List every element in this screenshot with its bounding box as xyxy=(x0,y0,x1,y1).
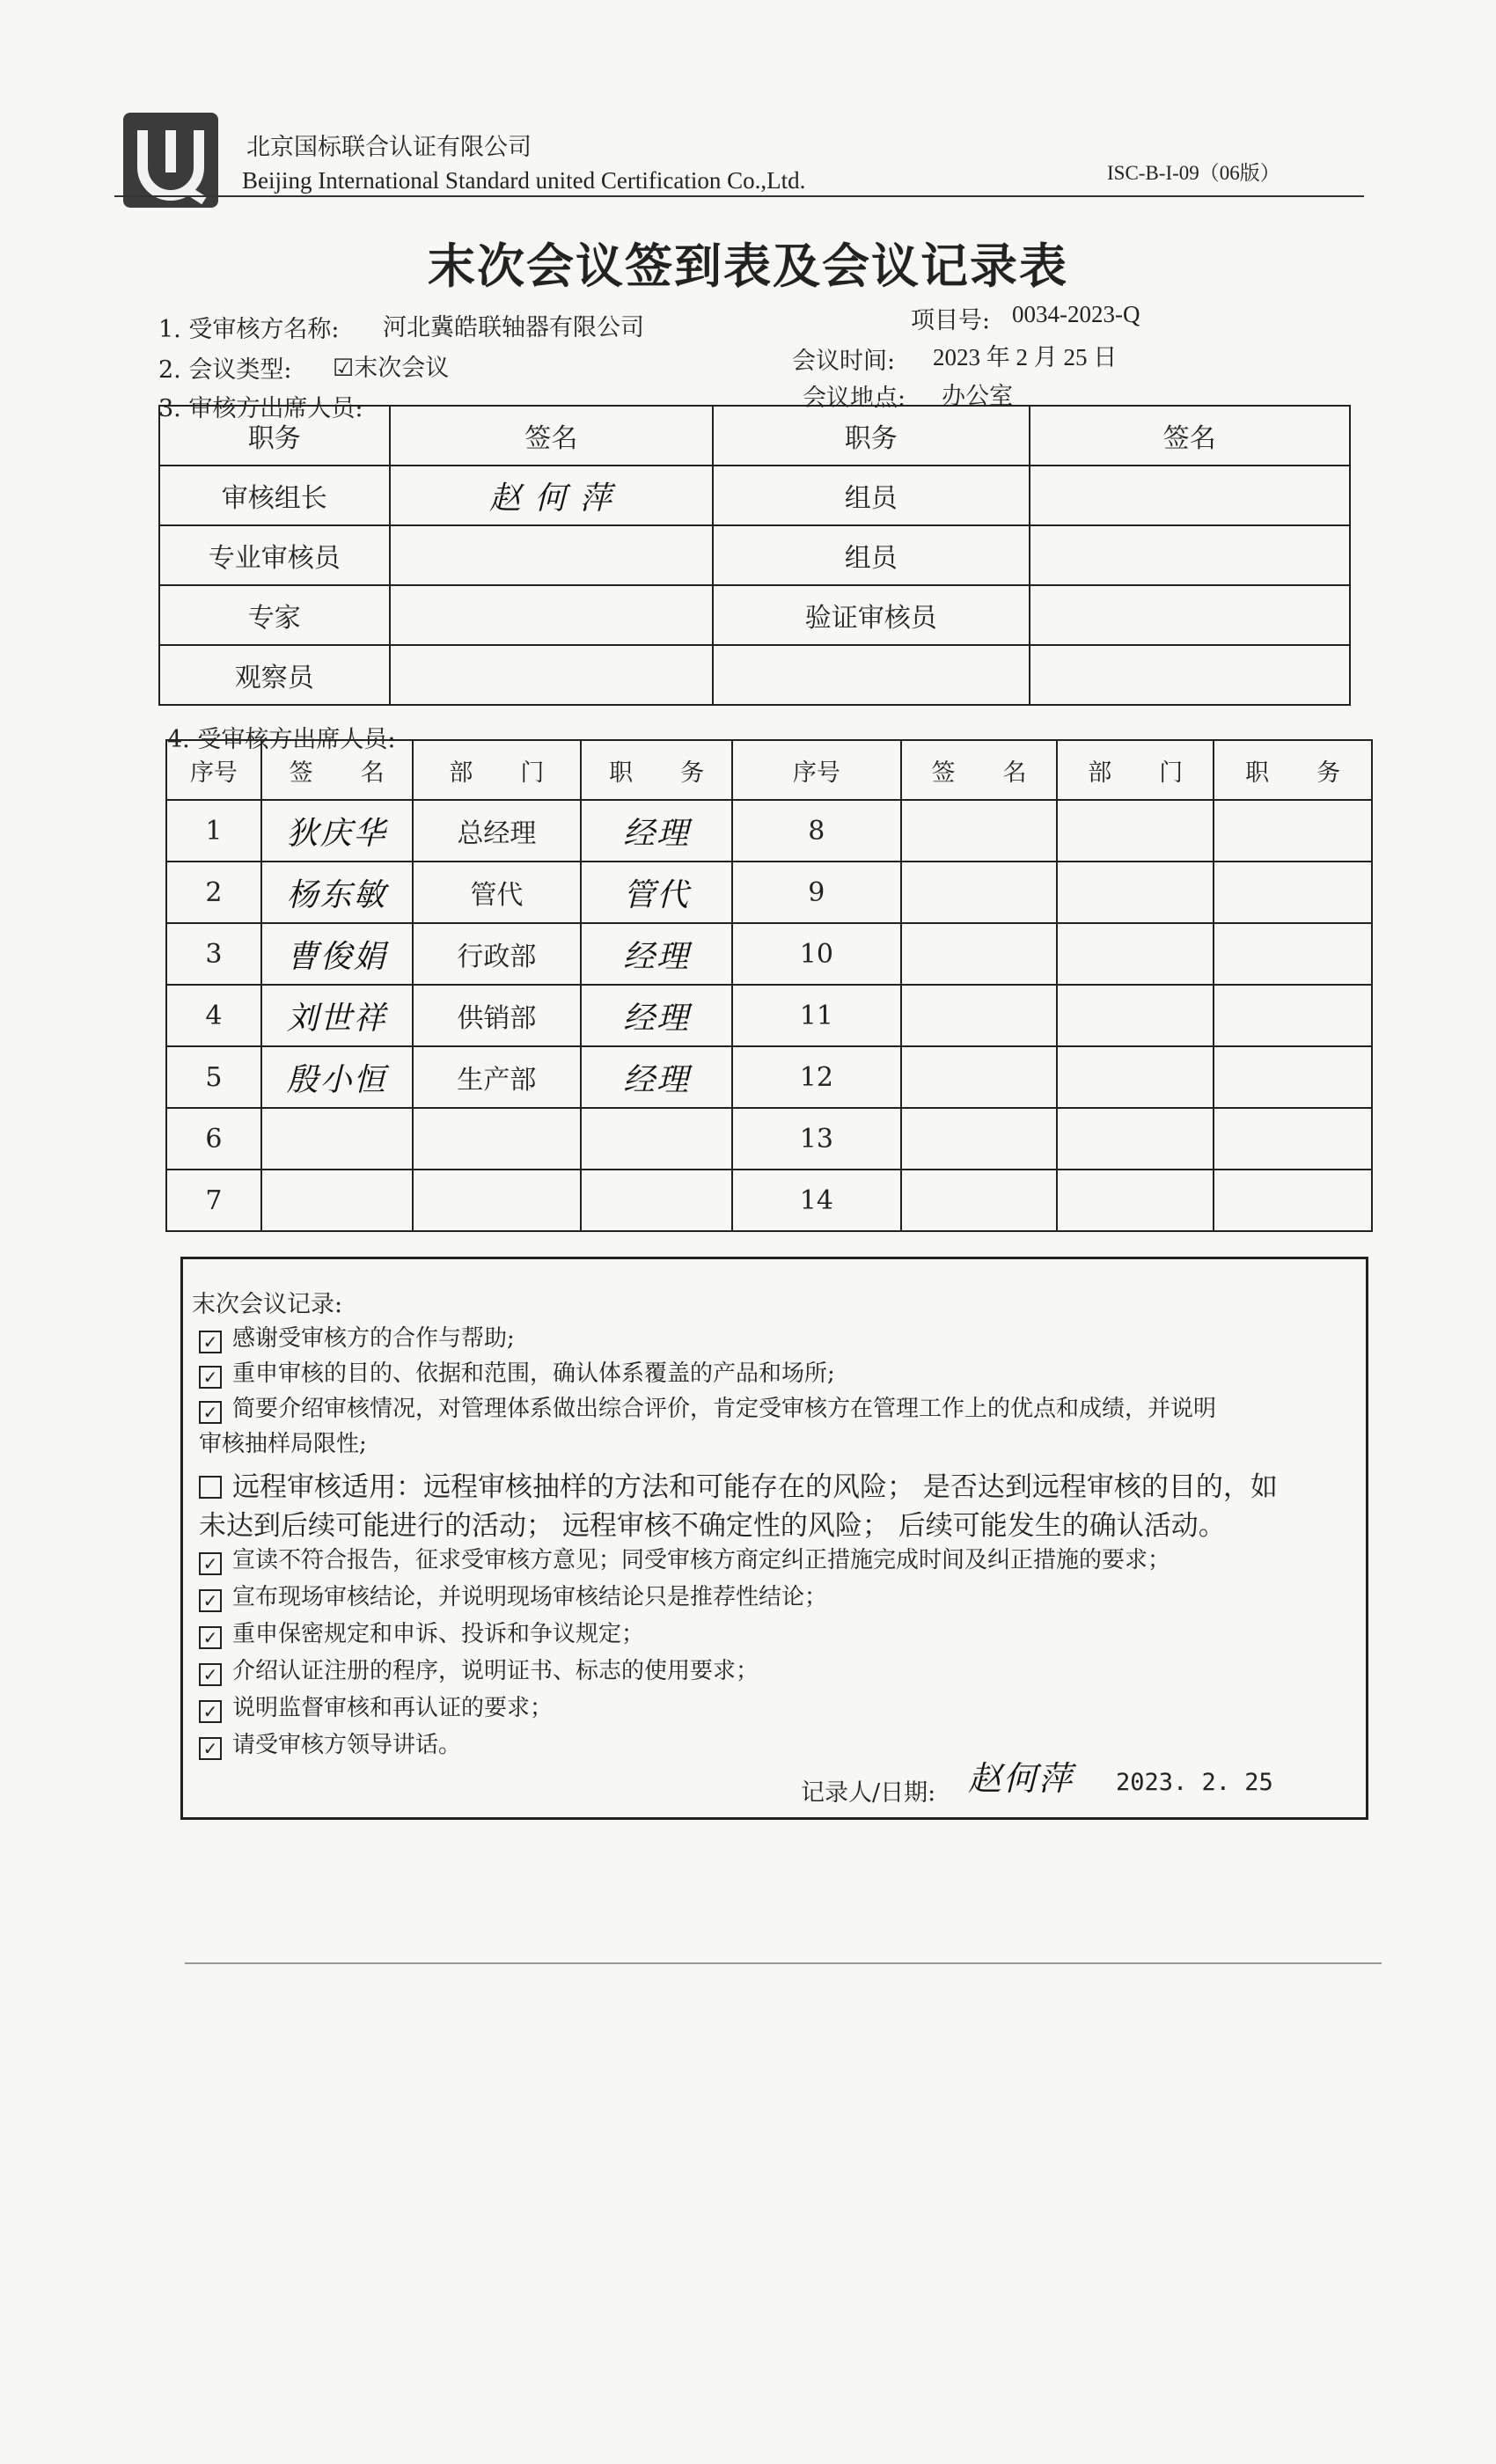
table-header-row xyxy=(166,740,1372,800)
record-item-text: 远程审核适用：远程审核抽样的方法和可能存在的风险； 是否达到远程审核的目的，如 xyxy=(232,1471,1278,1503)
table-row xyxy=(166,1046,1372,1108)
department-cell: 总经理 xyxy=(413,800,582,862)
handwritten-name: 殷小恒 xyxy=(261,1046,413,1108)
header-no-2: 序号 xyxy=(732,740,901,800)
audit-team-table xyxy=(158,405,1351,706)
name-cell-2 xyxy=(901,862,1058,923)
handwritten-position: 经理 xyxy=(581,923,732,985)
header-position-2: 职 务 xyxy=(1214,740,1372,800)
company-name-cn: 北京国标联合认证有限公司 xyxy=(246,134,532,161)
department-cell xyxy=(413,1108,582,1170)
record-item-text: 宣读不符合报告，征求受审核方意见；同受审核方商定纠正措施完成时间及纠正措施的要求； xyxy=(232,1547,1171,1573)
signature-cell xyxy=(390,585,713,645)
header-role-2: 职务 xyxy=(713,406,1029,466)
position-cell-2 xyxy=(1214,1108,1372,1170)
meeting-place-value: 办公室 xyxy=(942,383,1013,410)
bottom-divider xyxy=(185,1962,1382,1964)
position-cell-2 xyxy=(1214,985,1372,1046)
header-signature-2: 签名 xyxy=(1030,406,1350,466)
record-item-text: 未达到后续可能进行的活动； 远程审核不确定性的风险； 后续可能发生的确认活动。 xyxy=(199,1510,1226,1542)
department-cell-2 xyxy=(1057,923,1214,985)
row-number: 5 xyxy=(166,1046,261,1108)
header-department: 部 门 xyxy=(413,740,582,800)
signature-cell xyxy=(1030,466,1350,525)
meeting-place-label: 会议地点: xyxy=(803,385,906,412)
department-cell-2 xyxy=(1057,1046,1214,1108)
role-cell: 观察员 xyxy=(159,645,390,705)
page-title: 末次会议签到表及会议记录表 xyxy=(428,238,1068,294)
record-item xyxy=(199,1390,1216,1424)
row-number-2: 8 xyxy=(732,800,901,862)
name-cell-2 xyxy=(901,1108,1058,1170)
checked-checkbox-icon: ✓ xyxy=(199,1737,222,1760)
record-item-text: 感谢受审核方的合作与帮助; xyxy=(232,1325,515,1352)
auditee-label: 1. 受审核方名称: xyxy=(158,316,340,343)
record-item-text: 宣布现场审核结论，并说明现场审核结论只是推荐性结论； xyxy=(232,1584,828,1610)
department-cell: 生产部 xyxy=(413,1046,582,1108)
unchecked-checkbox-icon xyxy=(199,1476,222,1499)
department-cell-2 xyxy=(1057,800,1214,862)
role-cell: 组员 xyxy=(713,466,1029,525)
checked-checkbox-icon: ✓ xyxy=(199,1331,222,1353)
handwritten-name xyxy=(261,1170,413,1231)
checked-checkbox-icon: ✓ xyxy=(199,1626,222,1649)
record-item xyxy=(199,1653,759,1686)
checked-checkbox-icon: ✓ xyxy=(199,1663,222,1686)
position-cell-2 xyxy=(1214,800,1372,862)
header-position: 职 务 xyxy=(581,740,732,800)
row-number: 3 xyxy=(166,923,261,985)
table-header-row xyxy=(159,406,1350,466)
record-item xyxy=(199,1464,1278,1504)
name-cell-2 xyxy=(901,923,1058,985)
checked-checkbox-icon: ✓ xyxy=(199,1552,222,1575)
table-row xyxy=(159,466,1350,525)
record-item-text: 重申审核的目的、依据和范围，确认体系覆盖的产品和场所; xyxy=(232,1360,835,1387)
record-item-text: 说明监督审核和再认证的要求； xyxy=(232,1695,554,1721)
row-number: 1 xyxy=(166,800,261,862)
meeting-time-value: 2023 年 2 月 25 日 xyxy=(933,344,1118,370)
row-number-2: 12 xyxy=(732,1046,901,1108)
meeting-type-label: 2. 会议类型: xyxy=(158,356,292,384)
project-label: 项目号: xyxy=(911,307,991,334)
record-item-text: 审核抽样局限性; xyxy=(199,1431,367,1457)
handwritten-position: 经理 xyxy=(581,800,732,862)
record-item xyxy=(199,1355,835,1389)
row-number-2: 10 xyxy=(732,923,901,985)
record-item-text: 请受审核方领导讲话。 xyxy=(232,1732,462,1758)
role-cell: 组员 xyxy=(713,525,1029,585)
role-cell: 专业审核员 xyxy=(159,525,390,585)
auditee-attendees-label: 4. 受审核方出席人员: xyxy=(167,726,396,753)
record-item xyxy=(199,1579,827,1612)
record-item xyxy=(199,1426,367,1458)
header-no: 序号 xyxy=(166,740,261,800)
table-row xyxy=(166,800,1372,862)
record-item-text: 重申保密规定和申诉、投诉和争议规定； xyxy=(232,1621,645,1647)
company-name-en: Beijing International Standard united Certification Co.,Ltd. xyxy=(242,167,806,194)
record-item xyxy=(199,1320,515,1353)
role-cell xyxy=(713,645,1029,705)
table-row xyxy=(166,1170,1372,1231)
position-cell-2 xyxy=(1214,862,1372,923)
position-cell-2 xyxy=(1214,923,1372,985)
form-code: ISC-B-I-09（06版） xyxy=(1107,162,1280,184)
table-row xyxy=(159,525,1350,585)
handwritten-position: 经理 xyxy=(581,985,732,1046)
checked-checkbox-icon: ✓ xyxy=(199,1366,222,1389)
record-item xyxy=(199,1542,1170,1575)
checked-checkbox-icon: ✓ xyxy=(199,1589,222,1612)
table-row xyxy=(166,985,1372,1046)
handwritten-name: 刘世祥 xyxy=(261,985,413,1046)
header-department-2: 部 门 xyxy=(1057,740,1214,800)
recorder-signature: 赵何萍 xyxy=(968,1759,1074,1798)
record-item xyxy=(199,1503,1226,1543)
signature-cell xyxy=(390,525,713,585)
signature-cell xyxy=(1030,585,1350,645)
role-cell: 专家 xyxy=(159,585,390,645)
row-number-2: 11 xyxy=(732,985,901,1046)
header-name: 签 名 xyxy=(261,740,413,800)
row-number: 4 xyxy=(166,985,261,1046)
table-row xyxy=(159,585,1350,645)
handwritten-position xyxy=(581,1170,732,1231)
position-cell-2 xyxy=(1214,1170,1372,1231)
row-number: 2 xyxy=(166,862,261,923)
recorder-label: 记录人/日期: xyxy=(801,1779,936,1807)
department-cell-2 xyxy=(1057,862,1214,923)
record-item xyxy=(199,1727,461,1760)
handwritten-position: 管代 xyxy=(581,862,732,923)
department-cell: 管代 xyxy=(413,862,582,923)
signature-cell xyxy=(1030,525,1350,585)
name-cell-2 xyxy=(901,985,1058,1046)
table-row xyxy=(166,1108,1372,1170)
auditors-label: 3. 审核方出席人员: xyxy=(158,395,363,422)
signature-cell xyxy=(390,645,713,705)
department-cell-2 xyxy=(1057,1108,1214,1170)
recorder-date: 2023. 2. 25 xyxy=(1116,1769,1273,1796)
department-cell: 供销部 xyxy=(413,985,582,1046)
row-number: 7 xyxy=(166,1170,261,1231)
department-cell xyxy=(413,1170,582,1231)
meeting-time-label: 会议时间: xyxy=(792,348,896,375)
table-row xyxy=(166,862,1372,923)
row-number-2: 14 xyxy=(732,1170,901,1231)
record-item-text: 介绍认证注册的程序，说明证书、标志的使用要求； xyxy=(232,1658,759,1684)
meeting-record-title: 末次会议记录: xyxy=(192,1291,343,1318)
department-cell-2 xyxy=(1057,1170,1214,1231)
header-divider xyxy=(114,195,1364,197)
role-cell: 验证审核员 xyxy=(713,585,1029,645)
name-cell-2 xyxy=(901,1170,1058,1231)
handwritten-name xyxy=(261,1108,413,1170)
handwritten-position xyxy=(581,1108,732,1170)
checked-checkbox-icon: ✓ xyxy=(199,1700,222,1723)
handwritten-name: 杨东敏 xyxy=(261,862,413,923)
company-logo xyxy=(123,113,218,208)
checked-checkbox-icon: ✓ xyxy=(199,1401,222,1424)
auditee-value: 河北冀皓联轴器有限公司 xyxy=(383,314,644,341)
header-name-2: 签 名 xyxy=(901,740,1058,800)
row-number-2: 13 xyxy=(732,1108,901,1170)
record-item-text: 简要介绍审核情况，对管理体系做出综合评价，肯定受审核方在管理工作上的优点和成绩，并说明 xyxy=(232,1396,1217,1422)
record-item xyxy=(199,1690,553,1723)
table-row xyxy=(159,645,1350,705)
department-cell-2 xyxy=(1057,985,1214,1046)
name-cell-2 xyxy=(901,1046,1058,1108)
meeting-type-value: ☑末次会议 xyxy=(333,355,450,382)
handwritten-name: 曹俊娟 xyxy=(261,923,413,985)
project-value: 0034-2023-Q xyxy=(1012,301,1140,327)
name-cell-2 xyxy=(901,800,1058,862)
header-role: 职务 xyxy=(159,406,390,466)
record-item xyxy=(199,1616,644,1649)
department-cell: 行政部 xyxy=(413,923,582,985)
header-signature: 签名 xyxy=(390,406,713,466)
role-cell: 审核组长 xyxy=(159,466,390,525)
position-cell-2 xyxy=(1214,1046,1372,1108)
row-number-2: 9 xyxy=(732,862,901,923)
signature-cell xyxy=(1030,645,1350,705)
table-row xyxy=(166,923,1372,985)
row-number: 6 xyxy=(166,1108,261,1170)
handwritten-signature: 赵 何 萍 xyxy=(390,466,713,525)
handwritten-position: 经理 xyxy=(581,1046,732,1108)
handwritten-name: 狄庆华 xyxy=(261,800,413,862)
auditee-attendees-table xyxy=(165,739,1373,1232)
